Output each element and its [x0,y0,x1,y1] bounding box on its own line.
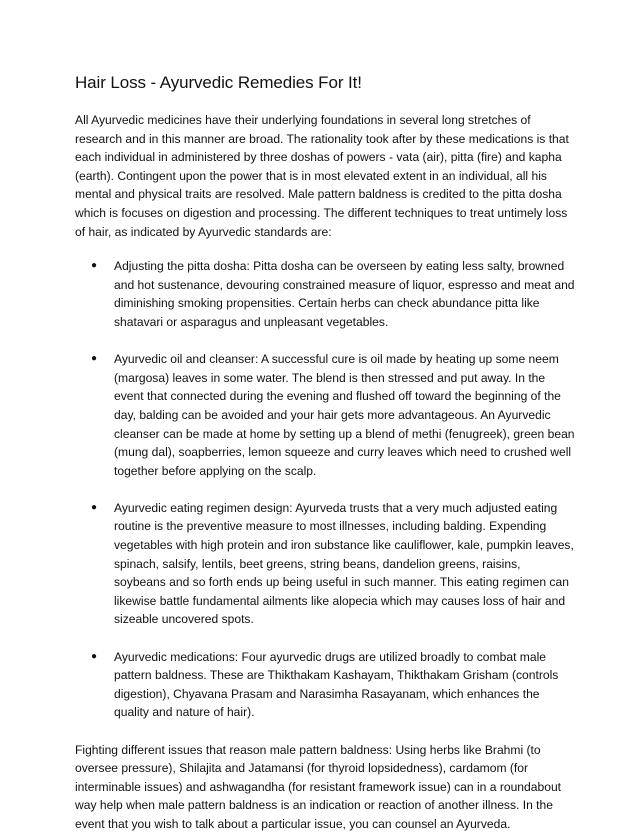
list-item-text: Adjusting the pitta dosha: Pitta dosha can be overseen by eating less salty, browned and hot sustenance, devouring constrained measure of liquor, espresso and meat and diminishing smoking propensities. Certain herbs can check abundance pitta like shatavari or asparagus and unpleasant vegetables. [114,259,575,329]
bullet-icon: ● [91,650,98,662]
bullet-icon: ● [91,260,98,272]
list-item-text: Ayurvedic eating regimen design: Ayurveda trusts that a very much adjusted eating routine is the preventive measure to most illnesses, including balding. Expending vegetables with high protein and iron substance like cauliflower, kale, pumpkin leaves, spinach, salsify, lentils, beet greens, string beans, dandelion greens, raisins, soybeans and so forth ends up being useful in such manner. This eating regimen can likewise battle fundamental ailments like alopecia which may causes loss of hair and sizeable uncovered spots. [114,500,574,627]
intro-paragraph: All Ayurvedic medicines have their underlying foundations in several long stretches of research and in this manner are broad. The rationality took after by these medications is that each individual in administered by three doshas of powers - vata (air), pitta (fire) and kapha (earth). Contingent upon the power that is in most elevated extent in an individual, all his mental and physical traits are resolved. Male pattern baldness is credited to the pitta dosha which is focuses on digestion and processing. The different techniques to treat untimely loss of hair, as indicated by Ayurvedic standards are: [75,113,569,239]
bullet-icon: ● [91,501,98,513]
list-item-text: Ayurvedic medications: Four ayurvedic drugs are utilized broadly to combat male pattern baldness. These are Thikthakam Kashayam, Thikthakam Grisham (controls digestion), Chyavana Prasam and Narasimha Rasayanam, which enhances the quality and nature of hair). [114,649,559,720]
list-item [75,350,575,480]
remedies-list [75,257,575,722]
document-title: Hair Loss - Ayurvedic Remedies For It! [75,73,362,92]
list-item [75,499,575,629]
list-item-text: Ayurvedic oil and cleanser: A successful cure is oil made by heating up some neem (margosa) leaves in some water. The blend is then stressed and put away. In the event that connected during the evening and flushed off toward the beginning of the day, balding can be avoided and your hair gets more advantageous. An Ayurvedic cleanser can be made at home by setting up a blend of methi (fenugreek), green bean (mung dal), soapberries, lemon squeeze and curry leaves which need to crushed well together before applying on the scalp. [114,352,575,478]
list-item [75,257,575,331]
bullet-icon: ● [91,353,98,365]
list-item [75,648,575,722]
closing-paragraph: Fighting different issues that reason male pattern baldness: Using herbs like Brahmi (to oversee pressure), Shilajita and Jatamansi (for thyroid lopsidedness), cardamom (for interminable issues) and ashwagandha (for resistant framework issue) can in a roundabout way help when male pattern baldness is an indication or reaction of another illness. In the event that you wish to talk about a particular issue, you can counsel an Ayurveda. [75,742,562,831]
